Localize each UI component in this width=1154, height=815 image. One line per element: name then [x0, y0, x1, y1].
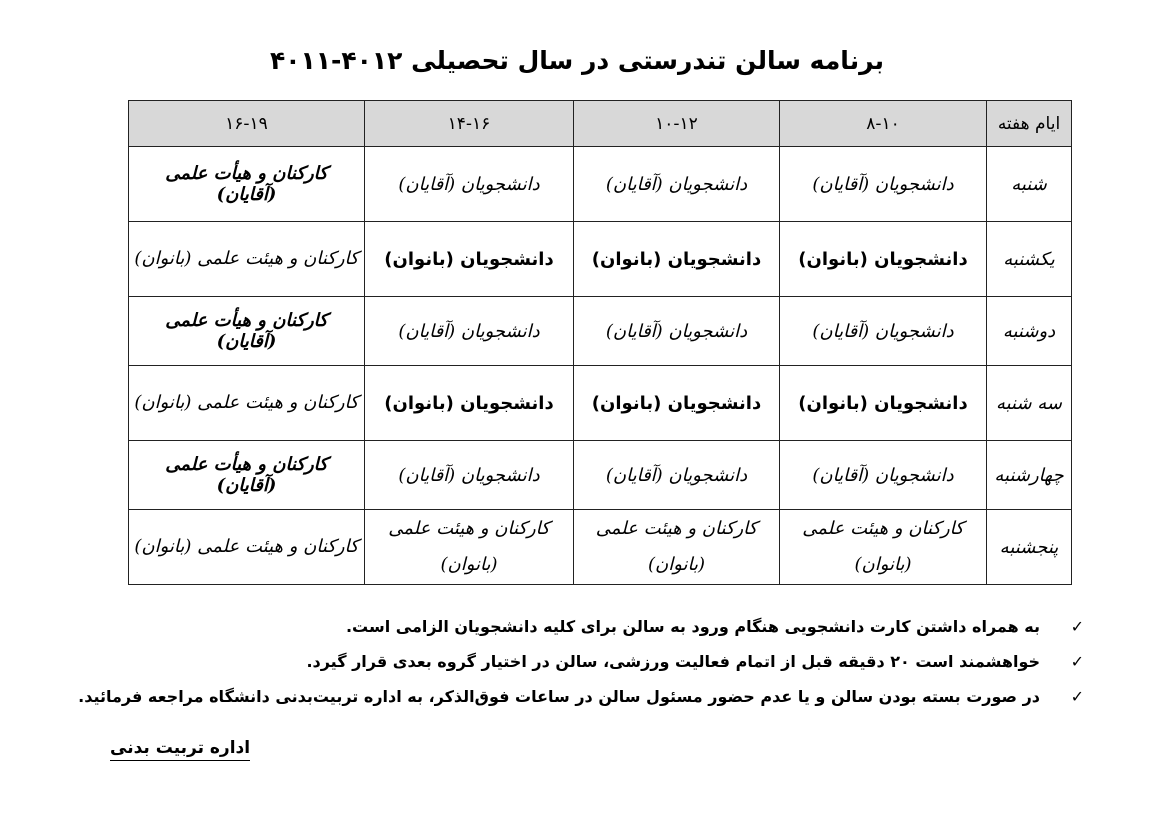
schedule-cell: دانشجویان (آقایان)	[365, 297, 574, 366]
schedule-cell: کارکنان و هیأت علمی (آقایان)	[129, 147, 365, 222]
table-row	[129, 222, 1072, 297]
header-row	[129, 101, 1072, 147]
schedule-cell: کارکنان و هیئت علمی (بانوان)	[574, 510, 780, 585]
schedule-cell: دانشجویان (آقایان)	[780, 147, 987, 222]
table-row	[129, 297, 1072, 366]
day-cell: دوشنبه	[987, 297, 1072, 366]
footer-department: اداره تربیت بدنی	[110, 738, 250, 761]
schedule-cell: دانشجویان (آقایان)	[780, 297, 987, 366]
schedule-cell: کارکنان و هیئت علمی (بانوان)	[129, 366, 365, 441]
schedule-cell: دانشجویان (بانوان)	[365, 366, 574, 441]
schedule-cell: کارکنان و هیئت علمی (بانوان)	[129, 510, 365, 585]
schedule-cell: دانشجویان (بانوان)	[780, 222, 987, 297]
schedule-cell: کارکنان و هیئت علمی (بانوان)	[780, 510, 987, 585]
table-row	[129, 366, 1072, 441]
header-slot-8-10: ۸-۱۰	[780, 101, 987, 147]
day-cell: چهارشنبه	[987, 441, 1072, 510]
check-icon: ✓	[1070, 687, 1084, 706]
page-title: برنامه سالن تندرستی در سال تحصیلی ۴۰۱۲-۴۰۱۱	[269, 46, 885, 75]
schedule-cell: کارکنان و هیئت علمی (بانوان)	[129, 222, 365, 297]
day-cell: سه شنبه	[987, 366, 1072, 441]
table-row	[129, 510, 1072, 585]
header-slot-14-16: ۱۴-۱۶	[365, 101, 574, 147]
schedule-cell: دانشجویان (بانوان)	[574, 366, 780, 441]
note-text: به همراه داشتن کارت دانشجویی هنگام ورود به سالن برای کلیه دانشجویان الزامی است.	[345, 617, 1040, 636]
schedule-cell: دانشجویان (آقایان)	[574, 441, 780, 510]
day-cell: شنبه	[987, 147, 1072, 222]
schedule-cell: دانشجویان (آقایان)	[365, 441, 574, 510]
header-slot-10-12: ۱۰-۱۲	[574, 101, 780, 147]
schedule-cell: دانشجویان (آقایان)	[574, 147, 780, 222]
note-item	[94, 647, 1084, 682]
table-row	[129, 441, 1072, 510]
schedule-cell: کارکنان و هیئت علمی (بانوان)	[365, 510, 574, 585]
note-item	[94, 612, 1084, 647]
check-icon: ✓	[1070, 652, 1084, 671]
schedule-cell: دانشجویان (بانوان)	[574, 222, 780, 297]
notes-list	[78, 612, 1084, 717]
schedule-cell: دانشجویان (آقایان)	[780, 441, 987, 510]
day-cell: یکشنبه	[987, 222, 1072, 297]
schedule-cell: دانشجویان (آقایان)	[365, 147, 574, 222]
check-icon: ✓	[1070, 617, 1084, 636]
schedule-cell: کارکنان و هیأت علمی (آقایان)	[129, 297, 365, 366]
schedule-table	[128, 100, 1072, 585]
table-row	[129, 147, 1072, 222]
header-days: ایام هفته	[987, 101, 1072, 147]
schedule-cell: دانشجویان (بانوان)	[365, 222, 574, 297]
schedule-cell: دانشجویان (بانوان)	[780, 366, 987, 441]
note-item	[78, 682, 1084, 717]
day-cell: پنجشنبه	[987, 510, 1072, 585]
schedule-cell: دانشجویان (آقایان)	[574, 297, 780, 366]
note-text: خواهشمند است ۲۰ دقیقه قبل از اتمام فعالیت ورزشی، سالن در اختیار گروه بعدی قرار گیرد.	[306, 652, 1040, 671]
schedule-cell: کارکنان و هیأت علمی (آقایان)	[129, 441, 365, 510]
header-slot-16-19: ۱۶-۱۹	[129, 101, 365, 147]
note-text: در صورت بسته بودن سالن و یا عدم حضور مسئول سالن در ساعات فوق‌الذکر، به اداره تربیت‌بدنی دانشگاه مراجعه فرمائید.	[78, 687, 1040, 706]
